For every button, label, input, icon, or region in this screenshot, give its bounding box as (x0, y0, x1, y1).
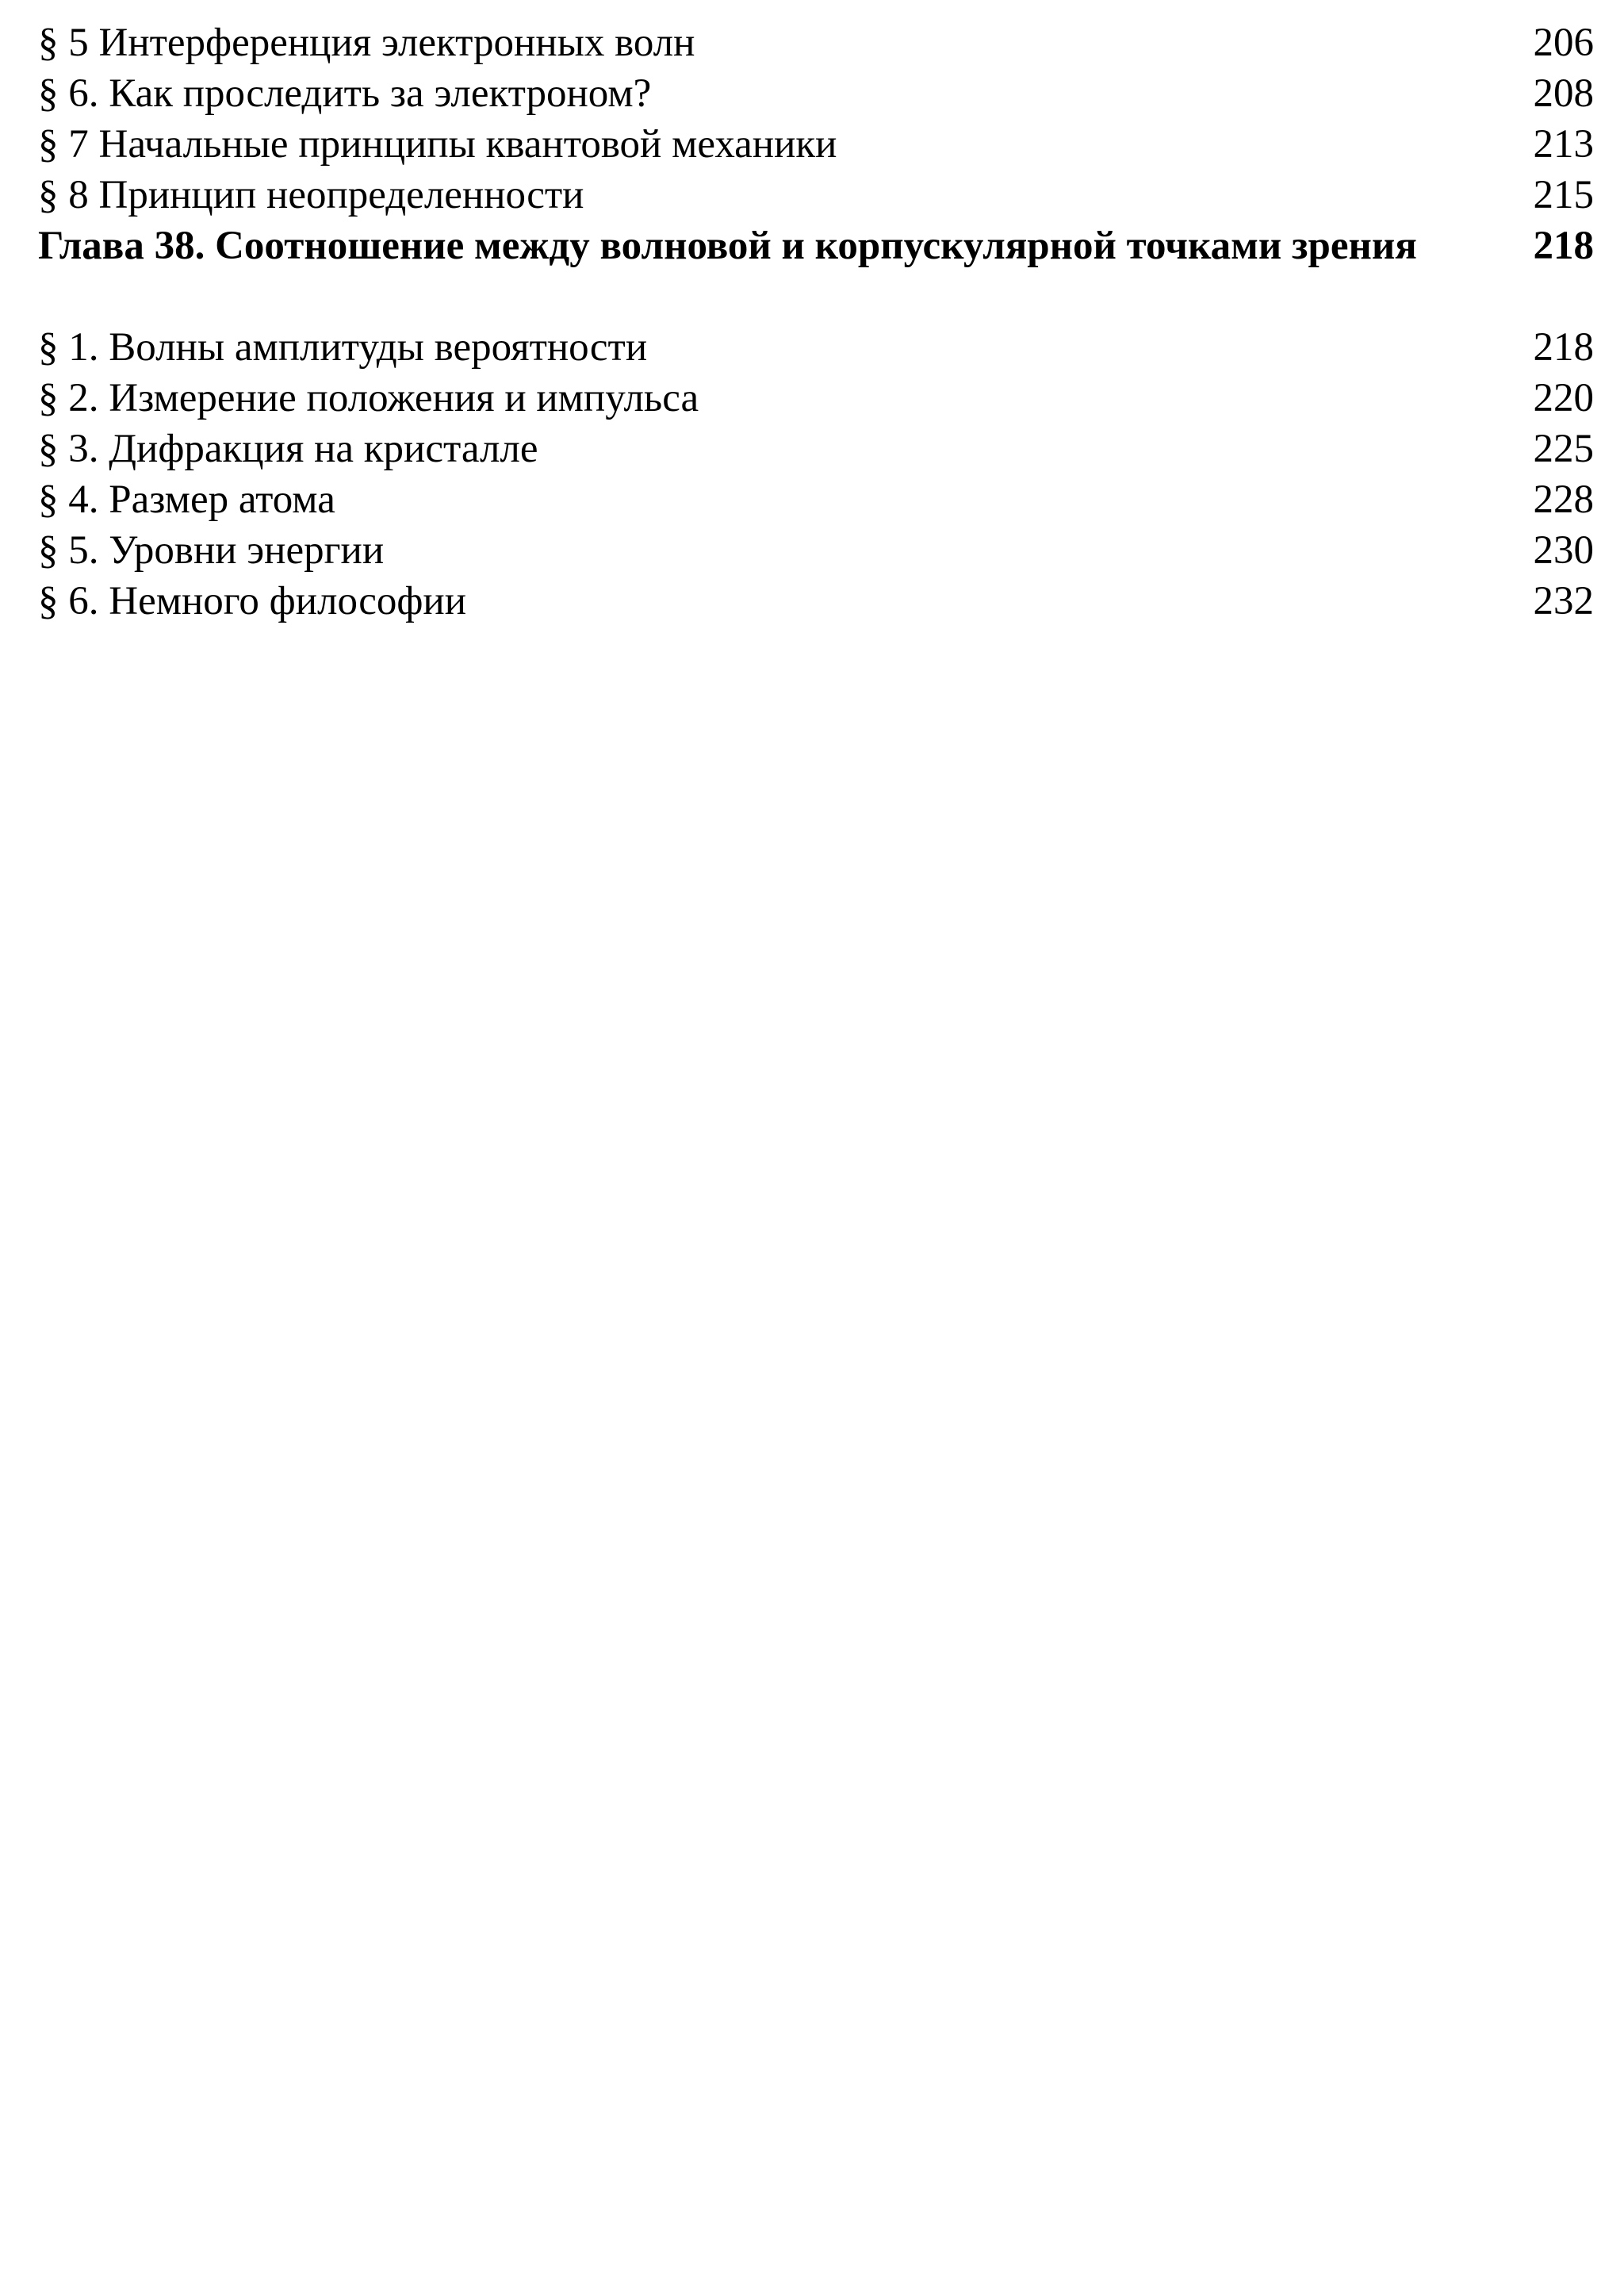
toc-entry-page: 206 (1533, 21, 1594, 65)
toc-entry[interactable] (38, 474, 1594, 525)
toc-entry-page: 213 (1533, 122, 1594, 167)
toc-entry-title: § 5 Интерференция электронных волн (38, 21, 695, 65)
toc-entry-title: § 8 Принцип неопределенности (38, 173, 584, 217)
toc-entry-page: 232 (1533, 579, 1594, 623)
toc-entry[interactable] (38, 322, 1594, 373)
table-of-contents (38, 17, 1594, 627)
toc-entry-page: 220 (1533, 376, 1594, 420)
toc-entry-title: § 4. Размер атома (38, 477, 335, 522)
toc-chapter-page: 218 (1533, 224, 1594, 268)
toc-entry[interactable] (38, 424, 1594, 474)
toc-entry-page: 208 (1533, 71, 1594, 116)
toc-entry-title: § 6. Как проследить за электроном? (38, 71, 652, 116)
toc-entry[interactable] (38, 373, 1594, 424)
toc-chapter-heading[interactable] (38, 221, 1594, 322)
toc-entry-page: 218 (1533, 325, 1594, 370)
toc-entry-page: 225 (1533, 427, 1594, 471)
toc-entry-title: § 3. Дифракция на кристалле (38, 427, 538, 471)
toc-entry-page: 230 (1533, 528, 1594, 573)
toc-chapter-title: Глава 38. Соотношение между волновой и корпускулярной точками зрения (38, 224, 1417, 268)
toc-entry[interactable] (38, 17, 1594, 68)
toc-entry-title: § 1. Волны амплитуды вероятности (38, 325, 648, 370)
toc-entry[interactable] (38, 68, 1594, 119)
toc-entry[interactable] (38, 170, 1594, 221)
toc-entry-title: § 7 Начальные принципы квантовой механики (38, 122, 837, 167)
toc-entry[interactable] (38, 525, 1594, 576)
toc-entry-page: 228 (1533, 477, 1594, 522)
toc-entry-title: § 5. Уровни энергии (38, 528, 385, 573)
toc-entry[interactable] (38, 576, 1594, 627)
toc-entry-title: § 6. Немного философии (38, 579, 467, 623)
toc-entry[interactable] (38, 119, 1594, 170)
toc-entry-title: § 2. Измерение положения и импульса (38, 376, 699, 420)
toc-entry-page: 215 (1533, 173, 1594, 217)
